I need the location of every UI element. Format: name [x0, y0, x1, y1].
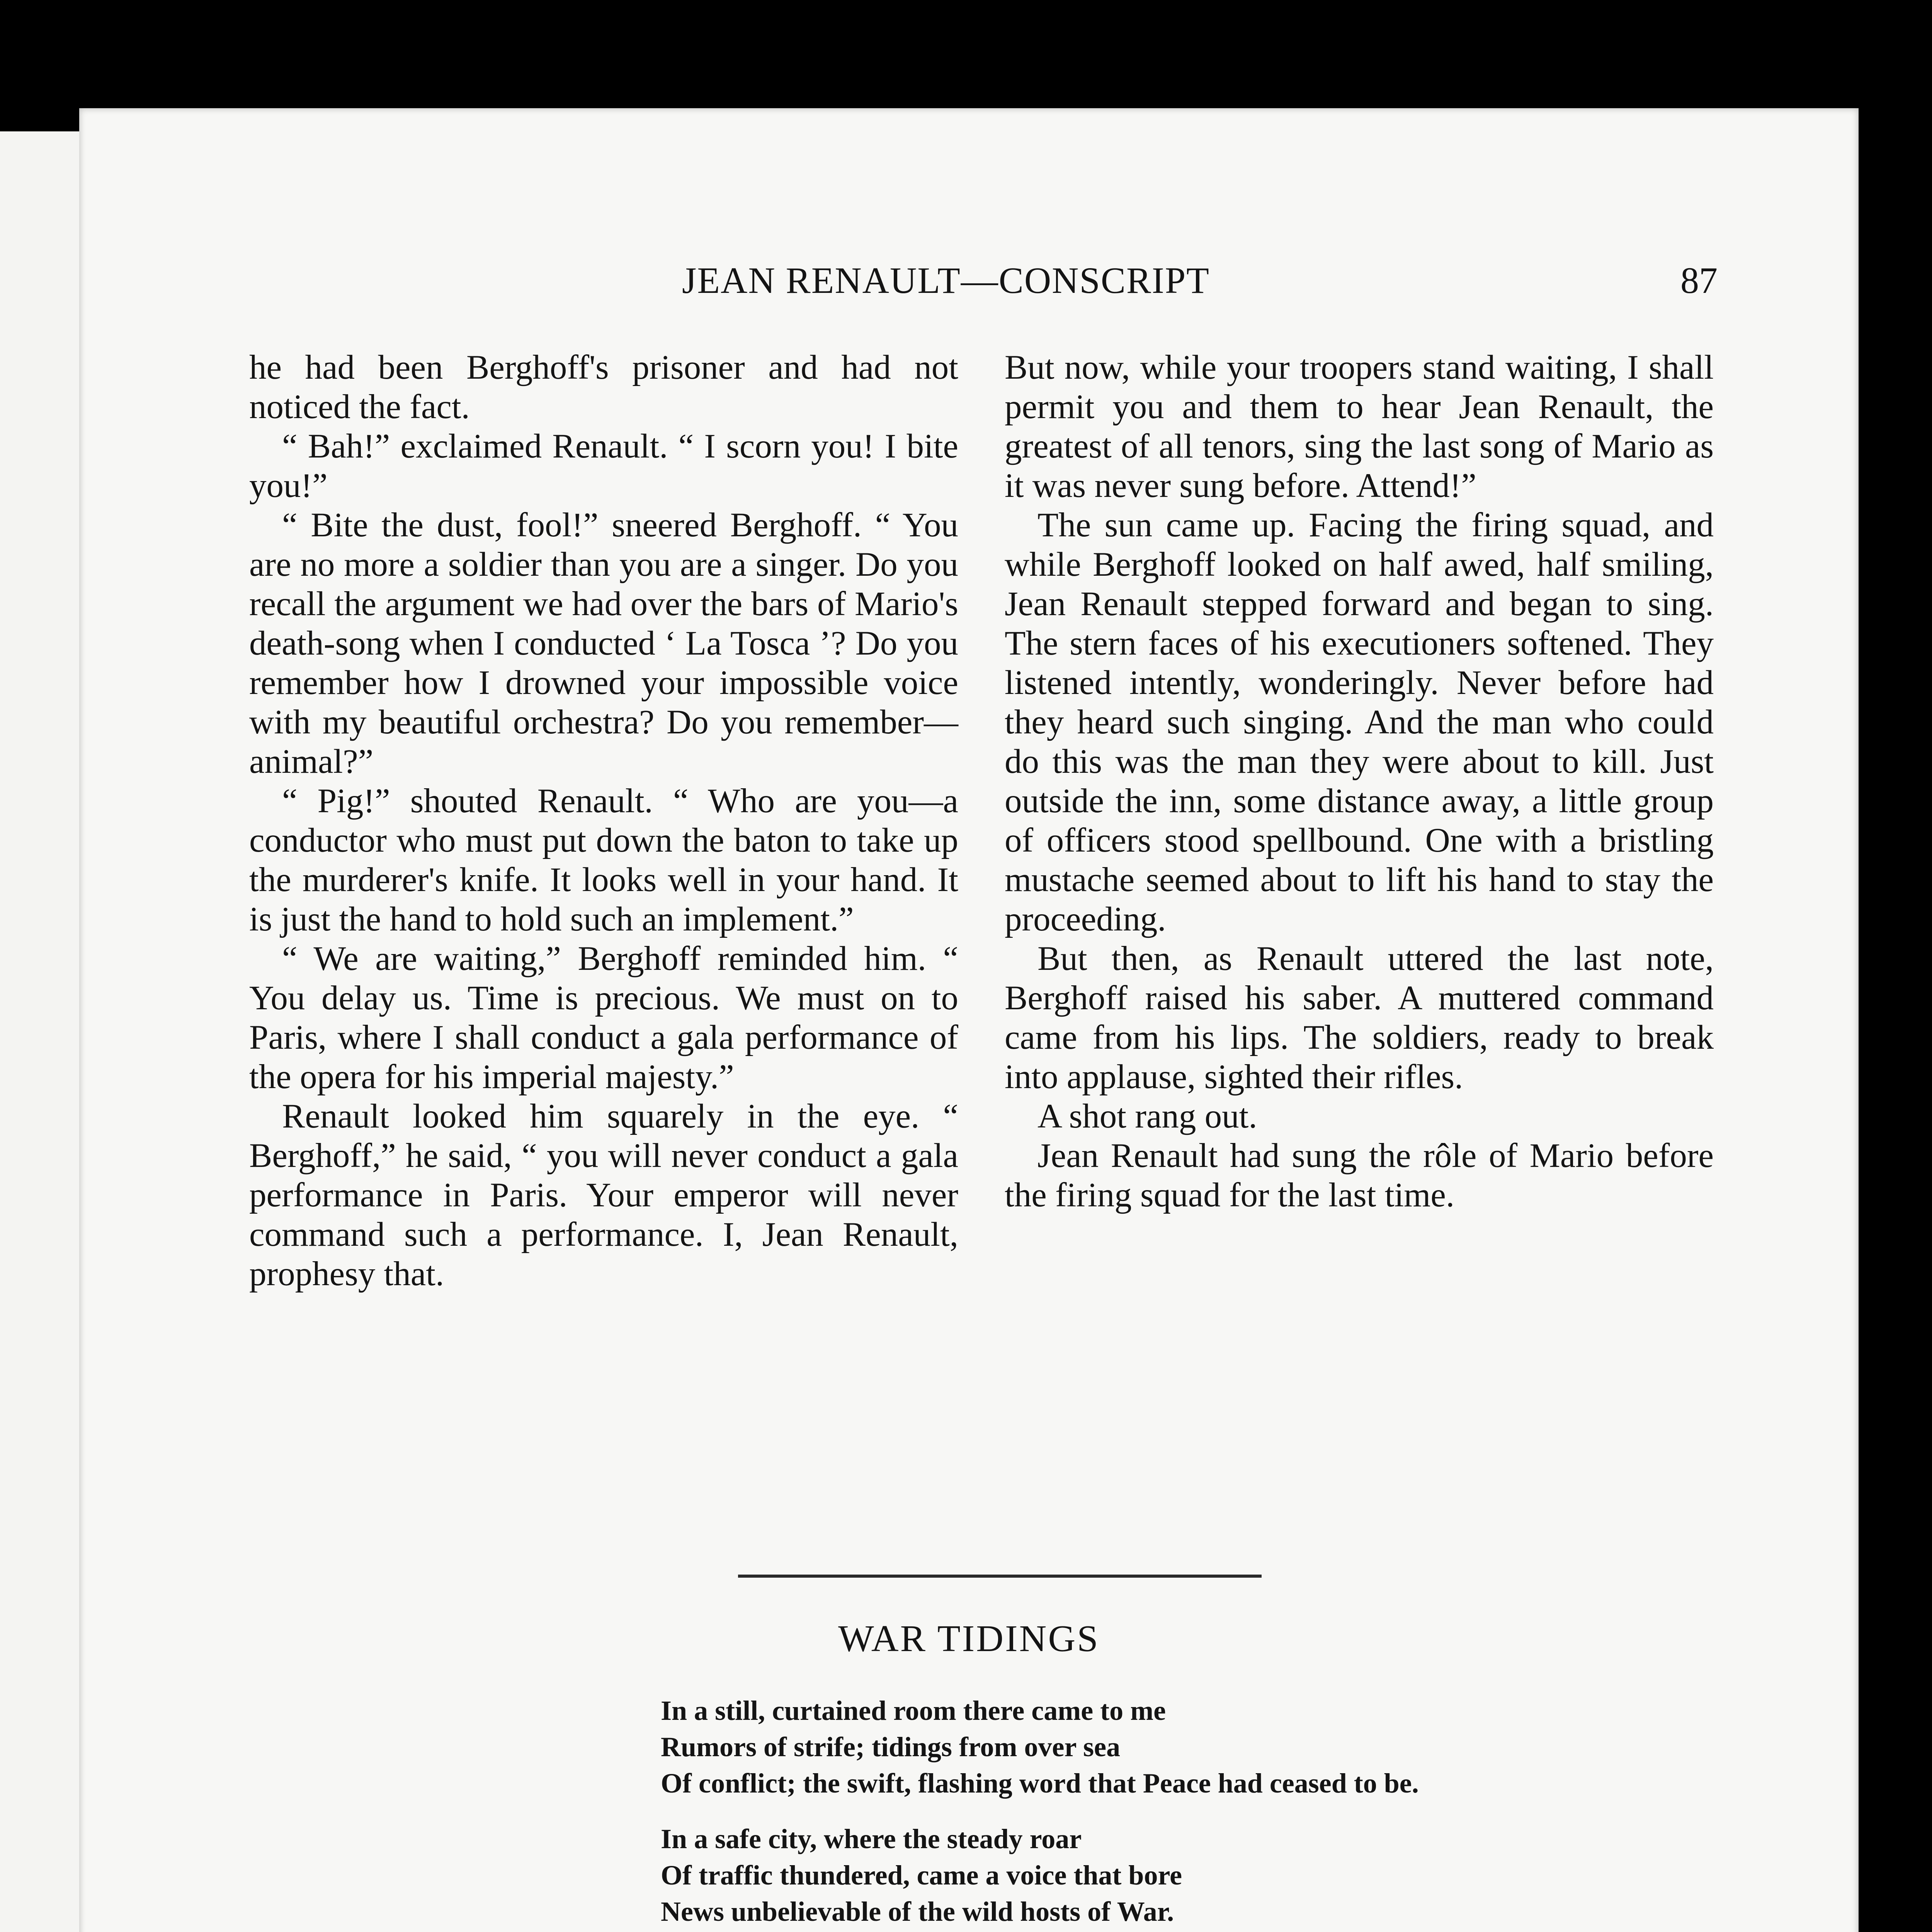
magazine-page — [79, 108, 1859, 1932]
running-head: JEAN RENAULT—CONSCRIPT — [682, 260, 1210, 301]
story-paragraph: The sun came up. Facing the firing squad, and while Berghoff looked on half awed, half smiling, Jean Renault stepped forward and began to sing. The stern faces of his executioners softened. They listened intently, wonderingly. Never before had they heard such singing. And the man who could do this was the man they were about to kill. Just outside the inn, some distance away, a little group of officers stood spellbound. One with a bristling mustache seemed about to lift his hand to stay the proceeding. — [1005, 506, 1714, 938]
poem-stanza — [661, 1692, 1758, 1801]
facing-page-edge — [0, 131, 89, 1932]
story-paragraph: “ We are waiting,” Berghoff reminded him. “ You delay us. Time is precious. We must on to Paris, where I shall conduct a gala performance of the opera for his imperial majesty.” — [249, 940, 958, 1096]
story-left-column — [249, 348, 958, 1294]
story-paragraph: A shot rang out. — [1037, 1097, 1257, 1135]
poem-line: In a still, curtained room there came to me — [661, 1695, 1166, 1726]
story-paragraph: Renault looked him squarely in the eye. “ Berghoff,” he said, “ you will never conduct a gala performance in Paris. Your emperor will never command such a performance. I, Jean Renault, prophesy that. — [249, 1097, 958, 1293]
poem-line: Of conflict; the swift, flashing word that Peace had ceased to be. — [661, 1768, 1419, 1799]
section-divider — [738, 1575, 1262, 1578]
page-header — [79, 259, 1859, 313]
page-number: 87 — [1680, 260, 1718, 301]
story-right-column — [1005, 348, 1714, 1215]
poem-line: Of traffic thundered, came a voice that bore — [661, 1860, 1182, 1891]
story-paragraph: Jean Renault had sung the rôle of Mario before the firing squad for the last time. — [1005, 1137, 1714, 1214]
story-paragraph: “ Bite the dust, fool!” sneered Berghoff. “ You are no more a soldier than you are a singer. Do you recall the argument we had over the bars of Mario's death-song when I conducted ‘ La Tosca ’? Do you remember how I drowned your impossible voice with my beautiful orchestra? Do you remember—animal?” — [249, 506, 958, 781]
story-paragraph: “ Bah!” exclaimed Renault. “ I scorn you! I bite you!” — [249, 427, 958, 505]
poem-stanza — [661, 1821, 1758, 1930]
poem-title: WAR TIDINGS — [838, 1618, 1100, 1660]
poem-line: News unbelievable of the wild hosts of War. — [661, 1896, 1174, 1927]
story-paragraph: But now, while your troopers stand waiting, I shall permit you and them to hear Jean Renault, the greatest of all tenors, sing the last song of Mario as it was never sung before. Attend!” — [1005, 349, 1714, 505]
story-paragraph: he had been Berghoff's prisoner and had not noticed the fact. — [249, 349, 958, 426]
story-paragraph: “ Pig!” shouted Renault. “ Who are you—a conductor who must put down the baton to take up the murderer's knife. It looks well in your hand. It is just the hand to hold such an implement.” — [249, 782, 958, 938]
poem-line: In a safe city, where the steady roar — [661, 1823, 1082, 1854]
story-paragraph: But then, as Renault uttered the last note, Berghoff raised his saber. A muttered command came from his lips. The soldiers, ready to break into applause, sighted their rifles. — [1005, 940, 1714, 1096]
poem-body — [661, 1692, 1758, 1932]
poem-line: Rumors of strife; tidings from over sea — [661, 1731, 1121, 1762]
